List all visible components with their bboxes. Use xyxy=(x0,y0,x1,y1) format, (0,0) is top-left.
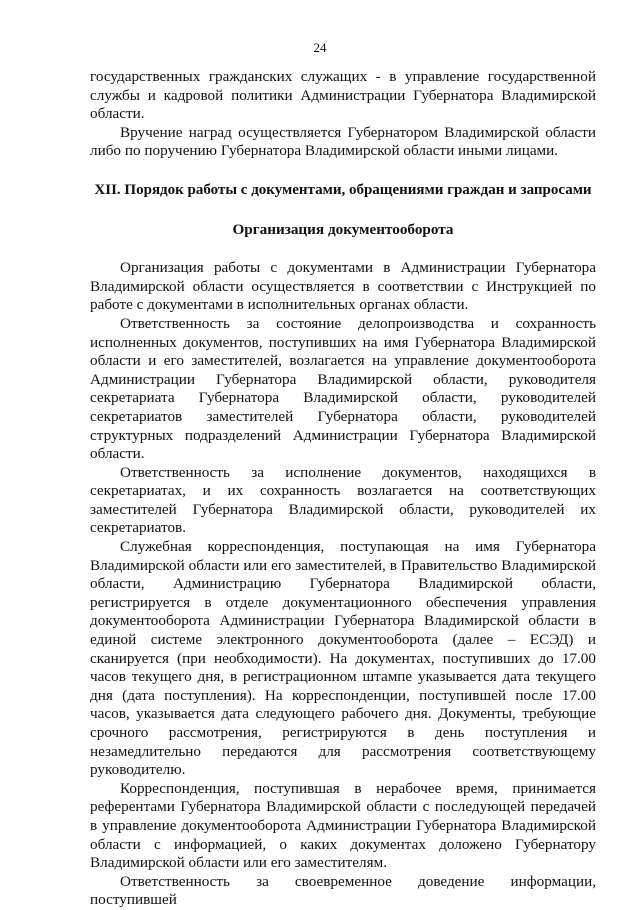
paragraph: Служебная корреспонденция, поступающая на имя Губернатора Владимирской области или его заместителей, в Правительство Владимирской области, Администрацию Губернатора Владимирской области, регистрируется в отделе документационного обеспечения управления документооборота Администрации Губернатора Владимирской области в единой системе электронного документооборота (далее – ЕСЭД) и сканируется (при необходимости). На документах, поступивших до 17.00 часов текущего дня, в регистрационном штампе указывается дата текущего дня (дата поступления). На корреспонденции, поступившей после 17.00 часов, указывается дата следующего рабочего дня. Документы, требующие срочного рассмотрения, регистрируются в день поступления и незамедлительно передаются для рассмотрения соответствующему руководителю. xyxy=(90,538,596,779)
paragraph: Корреспонденция, поступившая в нерабочее время, принимается референтами Губернатора Владимирской области с последующей передачей в управление документооборота Администрации Губернатора Владимирской области с информацией, о каких документах доложено Губернатору Владимирской области или его заместителям. xyxy=(90,779,596,872)
section-title: XII. Порядок работы с документами, обращениями граждан и запросами xyxy=(94,181,592,198)
page-number: 24 xyxy=(313,40,327,55)
document-body xyxy=(90,68,596,910)
paragraph: Ответственность за состояние делопроизводства и сохранность исполненных документов, поступивших на имя Губернатора Владимирской области и его заместителей, возлагается на управление документооборота Администрации Губернатора Владимирской области, руководителя секретариата Губернатора Владимирской области, руководителей секретариатов заместителей Губернатора области, руководителей структурных подразделений Администрации Губернатора Владимирской области. xyxy=(90,314,596,463)
paragraph-continuation: государственных гражданских служащих - в управление государственной службы и кадровой политики Администрации Губернатора Владимирской области. xyxy=(90,68,596,123)
paragraph-awards: Вручение наград осуществляется Губернатором Владимирской области либо по поручению Губернатора Владимирской области иными лицами. xyxy=(90,123,596,160)
subsection-title: Организация документооборота xyxy=(232,220,454,238)
paragraph: Ответственность за исполнение документов, находящихся в секретариатах, и их сохранность возлагается на соответствующих заместителей Губернатора Владимирской области, руководителей их секретариатов. xyxy=(90,463,596,537)
paragraph: Ответственность за своевременное доведение информации, поступившей xyxy=(90,872,596,909)
paragraph: Организация работы с документами в Администрации Губернатора Владимирской области осуществляется в соответствии с Инструкцией по работе с документами в исполнительных органах области. xyxy=(90,259,596,314)
